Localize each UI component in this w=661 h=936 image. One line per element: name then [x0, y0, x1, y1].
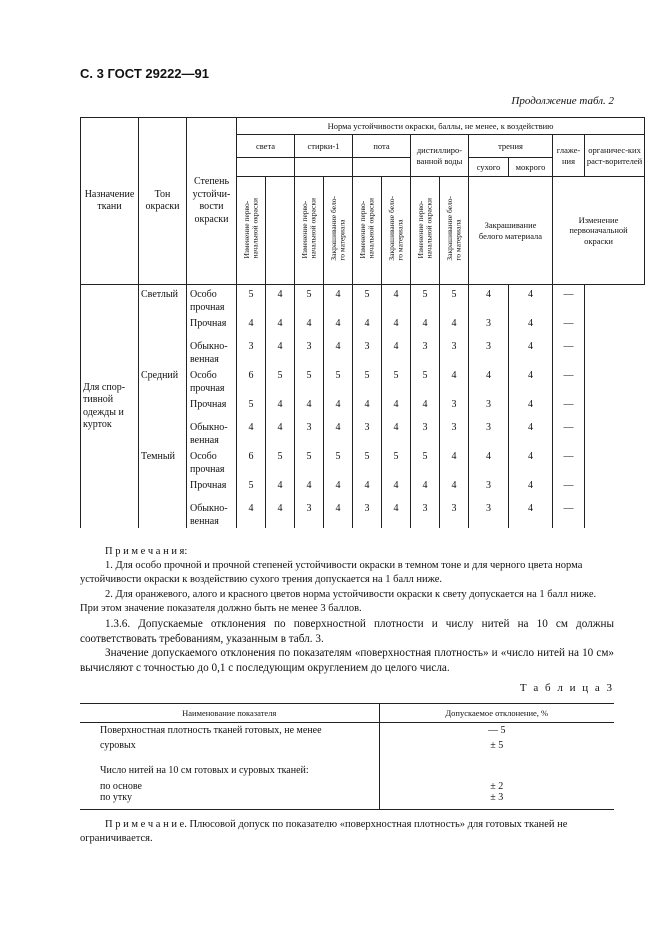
value-cell: 4	[382, 418, 411, 447]
indicator-name-cell: Поверхностная плотность тканей готовых, не менее	[80, 723, 379, 739]
header-light-spacer	[237, 158, 295, 177]
value-cell: 3	[440, 418, 469, 447]
value-cell: 4	[509, 337, 553, 366]
table-3-caption: Т а б л и ц а 3	[519, 682, 614, 694]
value-cell: 4	[353, 476, 382, 499]
header-sweat-spacer	[353, 158, 411, 177]
value-cell: 3	[295, 418, 324, 447]
tone-cell: Средний	[139, 366, 187, 447]
value-cell: 4	[324, 285, 353, 315]
value-cell: 5	[237, 285, 266, 315]
value-cell: 4	[324, 476, 353, 499]
deviation-cell: ± 5	[490, 740, 504, 751]
value-cell: 4	[509, 476, 553, 499]
value-cell: 4	[382, 395, 411, 418]
deviation-cell: ± 2	[490, 781, 504, 792]
value-cell: 3	[469, 314, 509, 337]
tone-cell: Темный	[139, 447, 187, 528]
value-cell: 4	[382, 499, 411, 528]
value-cell: 3	[440, 395, 469, 418]
purpose-cell: Для спор-тивной одежды и курток	[81, 285, 139, 529]
header-wash-stain: Закрашивание бело- го материала	[324, 177, 353, 285]
degree-cell: Особо прочная	[187, 447, 237, 476]
value-cell: 5	[237, 476, 266, 499]
deviation-cell: — 5	[488, 725, 506, 736]
table-3-header-deviation: Допускаемое отклонение, %	[379, 704, 614, 723]
value-cell: 4	[509, 447, 553, 476]
table-row	[81, 285, 645, 315]
value-cell: 4	[237, 418, 266, 447]
value-cell: 4	[324, 499, 353, 528]
value-cell: 3	[353, 337, 382, 366]
value-cell: —	[553, 366, 585, 395]
value-cell: 4	[266, 285, 295, 315]
note-2: 2. Для оранжевого, алого и красного цветов норма устойчивости окраски к свету допускается на 1 балл ниже. При этом значение показателя должно быть не менее 3 баллов.	[80, 588, 597, 614]
value-cell: 4	[411, 476, 440, 499]
value-cell: 4	[509, 418, 553, 447]
header-purpose: Назначение ткани	[81, 118, 139, 285]
indicator-name-cell: суровых	[80, 738, 379, 753]
header-distilled-water: дистиллиро-ванной воды	[411, 135, 469, 177]
value-cell: 5	[266, 366, 295, 395]
value-cell: 5	[295, 366, 324, 395]
paragraph-1-3-6: 1.3.6. Допускаемые отклонения по поверхностной плотности и числу нитей на 10 см должны соответствовать требованиям, указанным в табл. 3.	[80, 618, 614, 645]
value-cell: 4	[440, 314, 469, 337]
value-cell: 4	[382, 314, 411, 337]
table-continuation-label: Продолжение табл. 2	[511, 95, 614, 107]
value-cell: 4	[266, 395, 295, 418]
value-cell: 4	[266, 418, 295, 447]
value-cell: 6	[237, 366, 266, 395]
notes-block	[80, 545, 614, 616]
header-light-change: Изменение перво- начальной окраски	[237, 177, 266, 285]
tone-cell: Светлый	[139, 285, 187, 367]
value-cell: 4	[266, 499, 295, 528]
value-cell: 5	[353, 285, 382, 315]
value-cell: 5	[324, 366, 353, 395]
value-cell: 3	[411, 337, 440, 366]
value-cell: 4	[440, 366, 469, 395]
value-cell: —	[553, 285, 585, 315]
note-1: 1. Для особо прочной и прочной степеней устойчивости окраски в темном тоне и для черного цвета норма устойчивости окраски к воздействию сухого трения допускается на 1 балл ниже.	[80, 560, 583, 586]
value-cell: 3	[411, 418, 440, 447]
value-cell: 4	[237, 314, 266, 337]
value-cell: 4	[509, 314, 553, 337]
value-cell: 5	[411, 366, 440, 395]
header-degree: Степень устойчи-вости окраски	[187, 118, 237, 285]
degree-cell: Обыкно-венная	[187, 337, 237, 366]
table-row	[80, 779, 614, 792]
table-3-note: П р и м е ч а н и е. Плюсовой допуск по показателю «поверхностная плотность» для готовых тканей не ограничивается.	[80, 819, 568, 845]
value-cell: 3	[469, 395, 509, 418]
page-header: С. 3 ГОСТ 29222—91	[80, 66, 209, 81]
table-row	[80, 792, 614, 810]
degree-cell: Обыкно-венная	[187, 418, 237, 447]
value-cell: 4	[440, 476, 469, 499]
value-cell: —	[553, 447, 585, 476]
value-cell: —	[553, 418, 585, 447]
header-wash-spacer	[295, 158, 353, 177]
table-row	[80, 738, 614, 753]
table-row	[80, 723, 614, 739]
header-wash: стирки-1	[295, 135, 353, 158]
value-cell: —	[553, 476, 585, 499]
header-wash-change: Изменение перво- начальной окраски	[295, 177, 324, 285]
value-cell: 4	[509, 395, 553, 418]
degree-cell: Прочная	[187, 395, 237, 418]
value-cell: 4	[509, 285, 553, 315]
header-norm: Норма устойчивости окраски, баллы, не менее, к воздействию	[237, 118, 645, 135]
value-cell: 5	[324, 447, 353, 476]
value-cell: —	[553, 337, 585, 366]
value-cell: 4	[509, 499, 553, 528]
value-cell: 4	[266, 314, 295, 337]
value-cell: 4	[324, 395, 353, 418]
header-organic-solvents: органичес-ких раст-ворителей	[585, 135, 645, 177]
table-3-body	[80, 723, 614, 810]
header-rub-wet: мокрого	[509, 158, 553, 177]
value-cell: 4	[295, 395, 324, 418]
value-cell: 4	[237, 499, 266, 528]
value-cell: 3	[469, 337, 509, 366]
value-cell: 4	[469, 366, 509, 395]
table-2	[80, 117, 645, 528]
value-cell: 3	[295, 499, 324, 528]
header-rub-dry: сухого	[469, 158, 509, 177]
value-cell: 5	[353, 366, 382, 395]
value-cell: 5	[382, 447, 411, 476]
value-cell: 4	[382, 285, 411, 315]
value-cell: 4	[353, 395, 382, 418]
indicator-name-cell: по утку	[80, 792, 379, 810]
value-cell: 5	[295, 447, 324, 476]
value-cell: 4	[382, 337, 411, 366]
value-cell: 3	[353, 499, 382, 528]
degree-cell: Прочная	[187, 476, 237, 499]
degree-cell: Обыкно-венная	[187, 499, 237, 528]
indicator-name-cell: Число нитей на 10 см готовых и суровых тканей:	[80, 753, 379, 779]
header-sweat: пота	[353, 135, 411, 158]
header-sweat-stain: Закрашивание бело- го материала	[382, 177, 411, 285]
value-cell: 4	[266, 476, 295, 499]
value-cell: 5	[295, 285, 324, 315]
header-tone: Тон окраски	[139, 118, 187, 285]
table-3	[80, 703, 614, 810]
paragraph-rounding: Значение допускаемого отклонения по показателям «поверхностная плотность» и «число нитей на 10 см» вычисляют с точностью до 0,1 с последующим округлением до целого числа.	[80, 647, 614, 674]
value-cell: 4	[353, 314, 382, 337]
degree-cell: Особо прочная	[187, 285, 237, 315]
value-cell: —	[553, 314, 585, 337]
value-cell: 5	[411, 285, 440, 315]
header-organic-change: Изменение первоначальной окраски	[553, 177, 645, 285]
table-3-header-name: Наименование показателя	[80, 704, 379, 723]
notes-title: П р и м е ч а н и я:	[105, 546, 188, 557]
degree-cell: Прочная	[187, 314, 237, 337]
value-cell: 3	[469, 418, 509, 447]
value-cell: 3	[469, 499, 509, 528]
value-cell: 3	[469, 476, 509, 499]
table-row	[81, 447, 645, 476]
value-cell: 4	[324, 314, 353, 337]
table-row	[81, 366, 645, 395]
value-cell: 3	[440, 499, 469, 528]
header-light-stain	[266, 177, 295, 285]
deviation-cell	[379, 753, 614, 779]
value-cell: 4	[440, 447, 469, 476]
value-cell: —	[553, 499, 585, 528]
value-cell: 3	[295, 337, 324, 366]
header-water-change: Изменение перво- начальной окраски	[411, 177, 440, 285]
header-light: света	[237, 135, 295, 158]
value-cell: 4	[324, 418, 353, 447]
value-cell: 4	[324, 337, 353, 366]
value-cell: 5	[411, 447, 440, 476]
degree-cell: Особо прочная	[187, 366, 237, 395]
value-cell: 5	[353, 447, 382, 476]
header-sweat-change: Изменение перво- начальной окраски	[353, 177, 382, 285]
deviation-cell: ± 3	[379, 792, 614, 810]
value-cell: 4	[411, 314, 440, 337]
value-cell: 4	[266, 337, 295, 366]
value-cell: 4	[469, 285, 509, 315]
value-cell: 5	[440, 285, 469, 315]
value-cell: 4	[509, 366, 553, 395]
value-cell: —	[553, 395, 585, 418]
header-rubbing: трения	[469, 135, 553, 158]
header-water-stain: Закрашивание бело- го материала	[440, 177, 469, 285]
value-cell: 4	[469, 447, 509, 476]
header-rub-stain: Закрашивание белого материала	[469, 177, 553, 285]
value-cell: 3	[353, 418, 382, 447]
value-cell: 5	[237, 395, 266, 418]
table-row	[80, 753, 614, 779]
indicator-name-cell: по основе	[80, 779, 379, 792]
value-cell: 4	[295, 314, 324, 337]
value-cell: 4	[382, 476, 411, 499]
table-2-body	[81, 285, 645, 529]
value-cell: 3	[411, 499, 440, 528]
header-ironing: глаже-ния	[553, 135, 585, 177]
value-cell: 3	[440, 337, 469, 366]
value-cell: 4	[295, 476, 324, 499]
value-cell: 5	[382, 366, 411, 395]
value-cell: 6	[237, 447, 266, 476]
value-cell: 3	[237, 337, 266, 366]
value-cell: 4	[411, 395, 440, 418]
value-cell: 5	[266, 447, 295, 476]
